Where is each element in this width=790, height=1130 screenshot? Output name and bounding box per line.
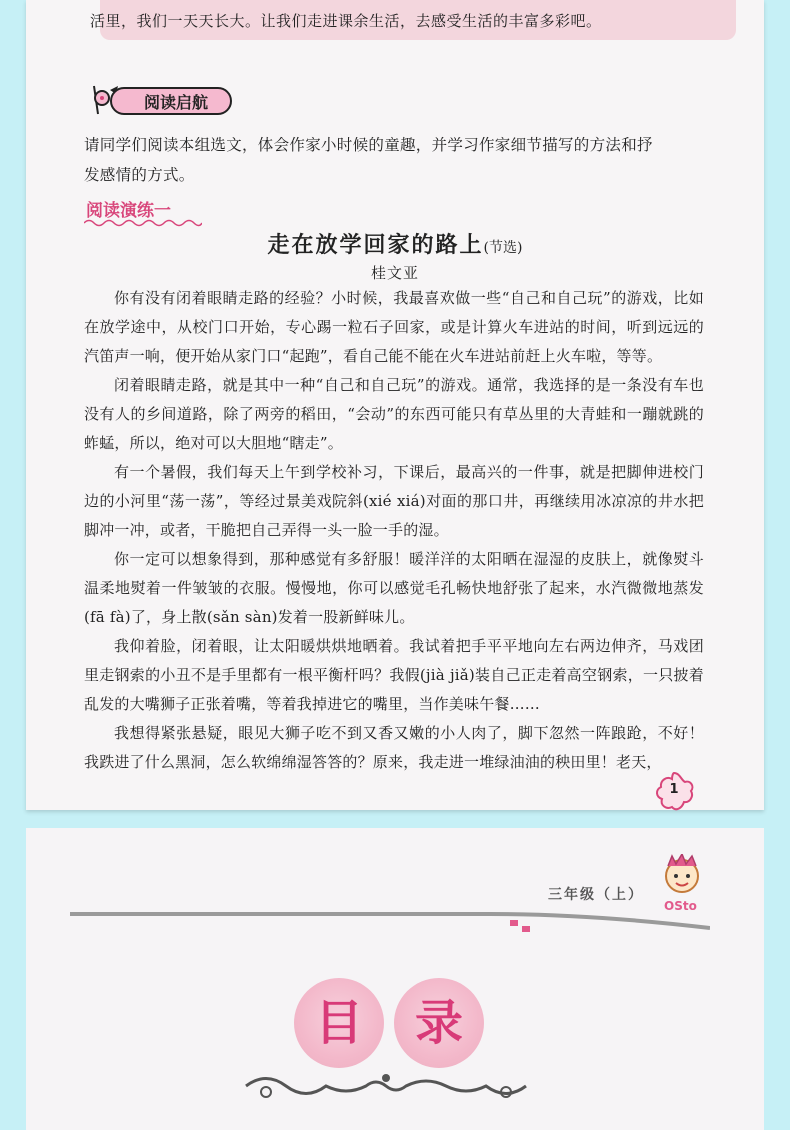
page-number: 1 xyxy=(669,782,679,797)
header-divider xyxy=(70,906,710,936)
svg-text:OSto: OSto xyxy=(664,899,697,913)
scroll-ornament xyxy=(236,1066,536,1106)
toc-title xyxy=(286,978,486,1068)
paragraph: 你一定可以想象得到，那种感觉有多舒服！暖洋洋的太阳晒在湿湿的皮肤上，就像熨斗温柔地熨着一件皱皱的衣服。慢慢地，你可以感觉毛孔畅快地舒张了起来，水汽微微地蒸发(fā fà)了，身上散(sǎn sàn)发着一股新鲜味儿。 xyxy=(84,550,704,626)
paragraph: 我想得紧张悬疑，眼见大狮子吃不到又香又嫩的小人肉了，脚下忽然一阵踉跄，不好！我跌进了什么黑洞，怎么软绵绵湿答答的？原来，我走进一堆绿油油的秧田里！老天， xyxy=(84,724,704,771)
toc-title-char: 录 xyxy=(394,978,484,1068)
wave-underline xyxy=(84,218,202,228)
guide-line-1: 请同学们阅读本组选文，体会作家小时候的童趣，并学习作家细节描写的方法和抒 xyxy=(84,136,653,154)
toc-title-char: 目 xyxy=(294,978,384,1068)
reading-guide-badge xyxy=(88,84,236,118)
toc-page xyxy=(26,828,764,1130)
story-body xyxy=(84,284,704,777)
paragraph: 我仰着脸，闭着眼，让太阳暖烘烘地晒着。我试着把手平平地向左右两边伸齐，马戏团里走钢索的小丑不是手里都有一根平衡杆吗？我假(jià jiǎ)装自己正走着高空钢索，一只披着乱发的大嘴狮子正张着嘴，等着我掉进它的嘴里，当作美味午餐…… xyxy=(84,637,704,713)
story-title xyxy=(0,228,790,259)
paragraph: 有一个暑假，我们每天上午到学校补习，下课后，最高兴的一件事，就是把脚伸进校门边的小河里“荡一荡”，等经过景美戏院斜(xié xiá)对面的那口井，再继续用冰凉凉的井水把脚冲一冲，或者，干脆把自己弄得一头一脸一手的湿。 xyxy=(84,463,704,539)
mascot-icon xyxy=(654,854,710,914)
excerpt-note: (节选) xyxy=(483,240,523,256)
page-number-badge xyxy=(652,770,696,814)
author: 桂文亚 xyxy=(370,264,419,282)
guide-line-2: 发感情的方式。 xyxy=(84,166,195,184)
paragraph: 闭着眼睛走路，就是其中一种“自己和自己玩”的游戏。通常，我选择的是一条没有车也没有人的乡间道路，除了两旁的稻田，“会动”的东西可能只有草丛里的大青蛙和一蹦就跳的蚱蜢，所以，绝对可以大胆地“瞎走”。 xyxy=(84,376,704,452)
story-title-text: 走在放学回家的路上 xyxy=(267,232,484,258)
paragraph: 你有没有闭着眼睛走路的经验？小时候，我最喜欢做一些“自己和自己玩”的游戏，比如在放学途中，从校门口开始，专心踢一粒石子回家，或是计算火车进站的时间，听到远远的汽笛声一响，便开始从家门口“起跑”，看自己能不能在火车进站前赶上火车啦，等等。 xyxy=(84,289,704,365)
grade-label: 三年级（上） xyxy=(548,887,644,903)
lesson-label: 阅读演练一 xyxy=(86,201,171,221)
intro-text: 活里，我们一天天长大。让我们走进课余生活，去感受生活的丰富多彩吧。 xyxy=(90,12,602,30)
badge-label: 阅读启航 xyxy=(110,87,232,115)
